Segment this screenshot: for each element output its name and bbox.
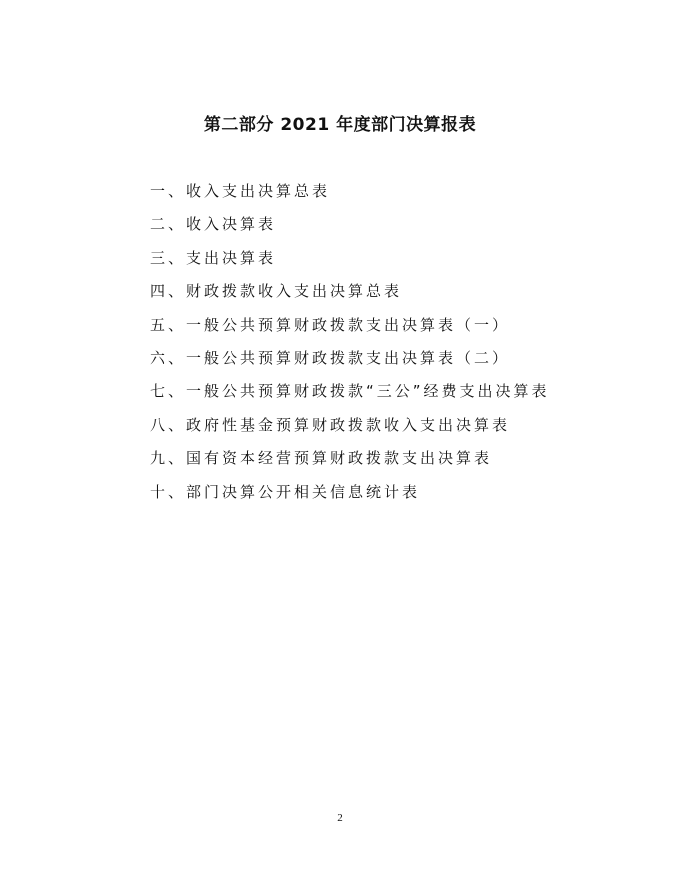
toc-item: 一、收入支出决算总表 — [150, 182, 331, 200]
toc-item: 九、国有资本经营预算财政拨款支出决算表 — [150, 449, 493, 468]
toc-item: 七、一般公共预算财政拨款“三公”经费支出决算表 — [150, 382, 550, 401]
toc-item: 六、一般公共预算财政拨款支出决算表（二） — [150, 349, 511, 368]
toc-item: 三、支出决算表 — [150, 248, 277, 267]
toc-item: 四、财政拨款收入支出决算总表 — [150, 282, 403, 301]
table-of-contents — [150, 175, 550, 509]
page-number: 2 — [337, 812, 343, 824]
toc-item: 十、部门决算公开相关信息统计表 — [150, 482, 421, 501]
toc-item: 二、收入决算表 — [150, 215, 277, 234]
toc-item: 八、政府性基金预算财政拨款收入支出决算表 — [150, 415, 511, 434]
toc-item: 五、一般公共预算财政拨款支出决算表（一） — [150, 315, 511, 334]
section-title: 第二部分 2021 年度部门决算报表 — [203, 115, 477, 135]
